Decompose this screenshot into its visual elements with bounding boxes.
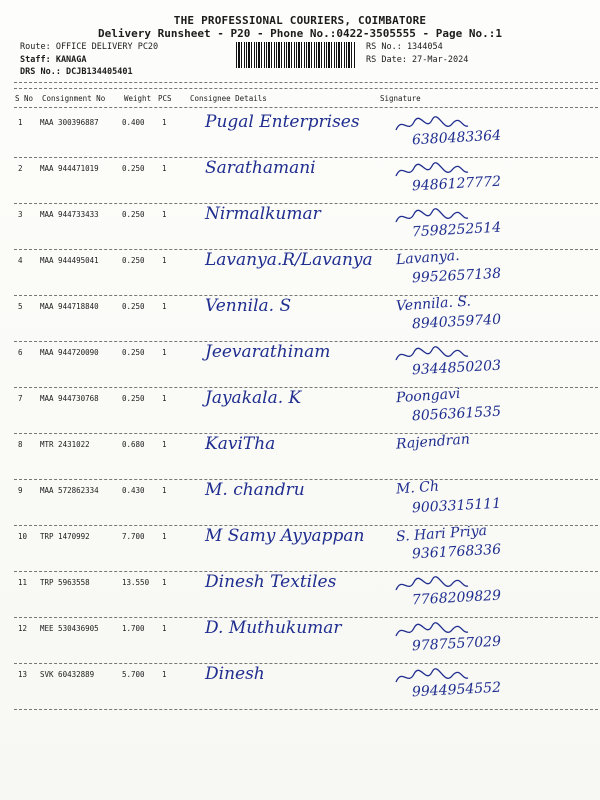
row-divider (14, 709, 598, 710)
row-signature-phone: 9944954552 (411, 679, 502, 701)
row-sno: 9 (18, 486, 23, 495)
row-signature-phone: 7598252514 (411, 219, 502, 241)
row-sno: 5 (18, 302, 23, 311)
col-header-signature: Signature (380, 94, 421, 103)
row-signature-phone: 9952657138 (411, 265, 502, 287)
row-consignee-handwritten: Dinesh (205, 664, 265, 684)
row-signature-text: Rajendran (395, 431, 471, 453)
row-consignment-no: TRP 5963558 (40, 578, 90, 587)
row-consignment-no: TRP 1470992 (40, 532, 90, 541)
row-divider (14, 433, 598, 434)
row-sno: 1 (18, 118, 23, 127)
row-divider (14, 479, 598, 480)
row-consignee-handwritten: D. Muthukumar (205, 618, 342, 638)
row-consignee-handwritten: M. chandru (205, 480, 305, 500)
row-divider (14, 663, 598, 664)
row-signature-text: S. Hari Priya (395, 522, 488, 546)
rs-no-label: RS No.: 1344054 (366, 42, 443, 52)
row-pcs: 1 (162, 164, 167, 173)
row-consignee-handwritten: Sarathamani (205, 158, 316, 178)
row-consignee-handwritten: Jayakala. K (205, 388, 302, 408)
row-pcs: 1 (162, 624, 167, 633)
route-label: Route: OFFICE DELIVERY PC20 (20, 42, 159, 52)
row-consignment-no: MAA 944730768 (40, 394, 99, 403)
row-consignee-handwritten: KaviTha (205, 434, 276, 454)
row-consignment-no: MAA 944495041 (40, 256, 99, 265)
row-signature-phone: 9361768336 (411, 541, 502, 563)
rs-date-label: RS Date: 27-Mar-2024 (366, 54, 469, 65)
row-consignment-no: MAA 300396887 (40, 118, 99, 127)
row-sno: 4 (18, 256, 23, 265)
row-pcs: 1 (162, 578, 167, 587)
row-consignment-no: MAA 944733433 (40, 210, 99, 219)
row-sno: 7 (18, 394, 23, 403)
divider (14, 82, 598, 83)
row-signature-phone: 7768209829 (411, 587, 502, 609)
row-consignee-handwritten: Dinesh Textiles (205, 572, 337, 592)
drs-label: DRS No.: DCJB134405401 (20, 67, 133, 77)
row-sno: 2 (18, 164, 23, 173)
row-signature-phone: 8940359740 (411, 311, 502, 333)
row-pcs: 1 (162, 440, 167, 449)
row-pcs: 1 (162, 256, 167, 265)
row-consignee-handwritten: Lavanya.R/Lavanya (205, 250, 373, 270)
row-consignee-handwritten: Pugal Enterprises (205, 112, 360, 132)
row-divider (14, 295, 598, 296)
row-weight: 0.250 (122, 164, 145, 173)
row-consignment-no: MAA 944471019 (40, 164, 99, 173)
row-weight: 0.250 (122, 302, 145, 311)
row-signature-phone: 9344850203 (411, 357, 502, 379)
col-header-consignee: Consignee Details (190, 94, 267, 103)
barcode (236, 42, 356, 68)
row-sno: 13 (18, 670, 28, 679)
row-pcs: 1 (162, 670, 167, 679)
row-consignment-no: MEE 530436905 (40, 624, 99, 633)
row-signature-text: Poongavi (395, 385, 461, 407)
row-pcs: 1 (162, 532, 167, 541)
row-weight: 5.700 (122, 670, 145, 679)
row-sno: 12 (18, 624, 28, 633)
col-header-sno: S No (15, 94, 34, 103)
row-consignee-handwritten: Vennila. S (205, 296, 292, 316)
document-subtitle: Delivery Runsheet - P20 - Phone No.:0422-3505555 - Page No.:1 (98, 27, 502, 40)
row-weight: 0.250 (122, 256, 145, 265)
row-signature-text: Lavanya. (395, 247, 461, 269)
row-sno: 8 (18, 440, 23, 449)
row-consignment-no: MAA 572862334 (40, 486, 99, 495)
row-weight: 7.700 (122, 532, 145, 541)
col-header-consignment: Consignment No (42, 94, 106, 103)
row-pcs: 1 (162, 486, 167, 495)
row-weight: 0.680 (122, 440, 145, 449)
row-signature-text: Vennila. S. (395, 293, 472, 315)
row-pcs: 1 (162, 118, 167, 127)
row-consignee-handwritten: Jeevarathinam (205, 342, 331, 362)
row-pcs: 1 (162, 348, 167, 357)
row-weight: 1.700 (122, 624, 145, 633)
row-divider (14, 387, 598, 388)
row-pcs: 1 (162, 302, 167, 311)
divider (14, 107, 598, 108)
row-consignment-no: MAA 944718840 (40, 302, 99, 311)
row-signature-text: M. Ch (395, 478, 440, 498)
row-consignment-no: SVK 60432889 (40, 670, 95, 679)
row-signature-phone: 9003315111 (411, 495, 502, 517)
row-weight: 0.400 (122, 118, 145, 127)
row-signature-phone: 6380483364 (411, 127, 502, 149)
row-weight: 0.430 (122, 486, 145, 495)
header-left-block (20, 41, 158, 79)
row-sno: 3 (18, 210, 23, 219)
row-sno: 6 (18, 348, 23, 357)
row-pcs: 1 (162, 394, 167, 403)
row-consignee-handwritten: M Samy Ayyappan (205, 526, 365, 546)
row-sno: 11 (18, 578, 28, 587)
divider (14, 88, 598, 89)
staff-label: Staff: KANAGA (20, 54, 87, 65)
row-consignment-no: MAA 944720090 (40, 348, 99, 357)
row-pcs: 1 (162, 210, 167, 219)
row-sno: 10 (18, 532, 28, 541)
row-consignment-no: MTR 2431022 (40, 440, 90, 449)
col-header-pcs: PCS (158, 94, 172, 103)
row-weight: 0.250 (122, 394, 145, 403)
col-header-weight: Weight (124, 94, 152, 103)
row-weight: 0.250 (122, 210, 145, 219)
row-consignee-handwritten: Nirmalkumar (205, 204, 321, 224)
row-signature-phone: 8056361535 (411, 403, 502, 425)
row-signature-phone: 9787557029 (411, 633, 502, 655)
row-weight: 0.250 (122, 348, 145, 357)
header-right-block (366, 41, 468, 66)
document-title: THE PROFESSIONAL COURIERS, COIMBATORE (173, 14, 427, 27)
row-weight: 13.550 (122, 578, 150, 587)
row-signature-phone: 9486127772 (411, 173, 502, 195)
